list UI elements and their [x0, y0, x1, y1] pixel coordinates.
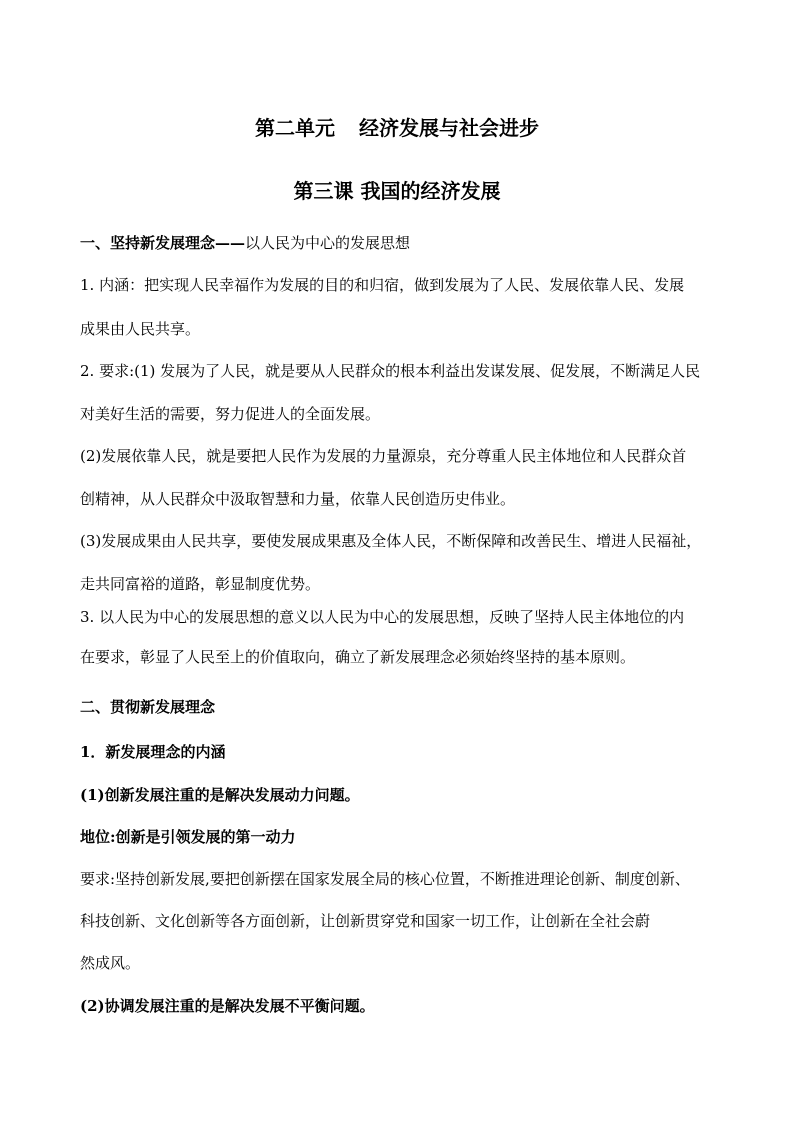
- section2-heading: 二、贯彻新发展理念: [80, 698, 216, 716]
- unit-title: [0, 115, 794, 141]
- para4-line1: (3)发展成果由人民共享，要使发展成果惠及全体人民，不断保障和改善民生、增进人民福祉，: [80, 532, 702, 550]
- para4-line2: 走共同富裕的道路，彰显制度优势。: [80, 575, 321, 593]
- para1-line1: 1. 内涵：把实现人民幸福作为发展的目的和归宿，做到发展为了人民、发展依靠人民、发展: [80, 276, 685, 294]
- section1-heading: [80, 233, 410, 253]
- item1-innovation: (1)创新发展注重的是解决发展动力问题。: [80, 786, 360, 804]
- para3-line2: 创精神，从人民群众中汲取智慧和力量，依靠人民创造历史伟业。: [80, 490, 516, 508]
- status-line: 地位:创新是引领发展的第一动力: [80, 828, 296, 846]
- para1-line2: 成果由人民共享。: [80, 320, 201, 338]
- para5-line1: 3. 以人民为中心的发展思想的意义以人民为中心的发展思想，反映了坚持人民主体地位的内: [80, 608, 685, 626]
- item2-coordination: (2)协调发展注重的是解决发展不平衡问题。: [80, 997, 375, 1015]
- unit-title-number: 第二单元: [255, 116, 335, 140]
- para5-line2: 在要求，彰显了人民至上的价值取向，确立了新发展理念必须始终坚持的基本原则。: [80, 648, 636, 666]
- requirement-line3: 然成风。: [80, 954, 141, 972]
- unit-title-name: 经济发展与社会进步: [359, 116, 539, 140]
- requirement-line1: 要求:坚持创新发展,要把创新摆在国家发展全局的核心位置，不断推进理论创新、制度创新、: [80, 870, 690, 888]
- lesson-title: 第三课 我国的经济发展: [293, 179, 501, 203]
- section1-heading-bold: 一、坚持新发展理念——: [80, 234, 246, 252]
- section1-heading-rest: 以人民为中心的发展思想: [245, 234, 411, 252]
- para2-line2: 对美好生活的需要，努力促进人的全面发展。: [80, 405, 381, 423]
- requirement-line2: 科技创新、文化创新等各方面创新，让创新贯穿党和国家一切工作，让创新在全社会蔚: [80, 912, 651, 930]
- section2-subheading: 1．新发展理念的内涵: [80, 743, 226, 761]
- para2-line1: 2. 要求:(1) 发展为了人民，就是要从人民群众的根本利益出发谋发展、促发展，不断满足人民: [80, 362, 701, 380]
- para3-line1: (2)发展依靠人民，就是要把人民作为发展的力量源泉，充分尊重人民主体地位和人民群众首: [80, 447, 687, 465]
